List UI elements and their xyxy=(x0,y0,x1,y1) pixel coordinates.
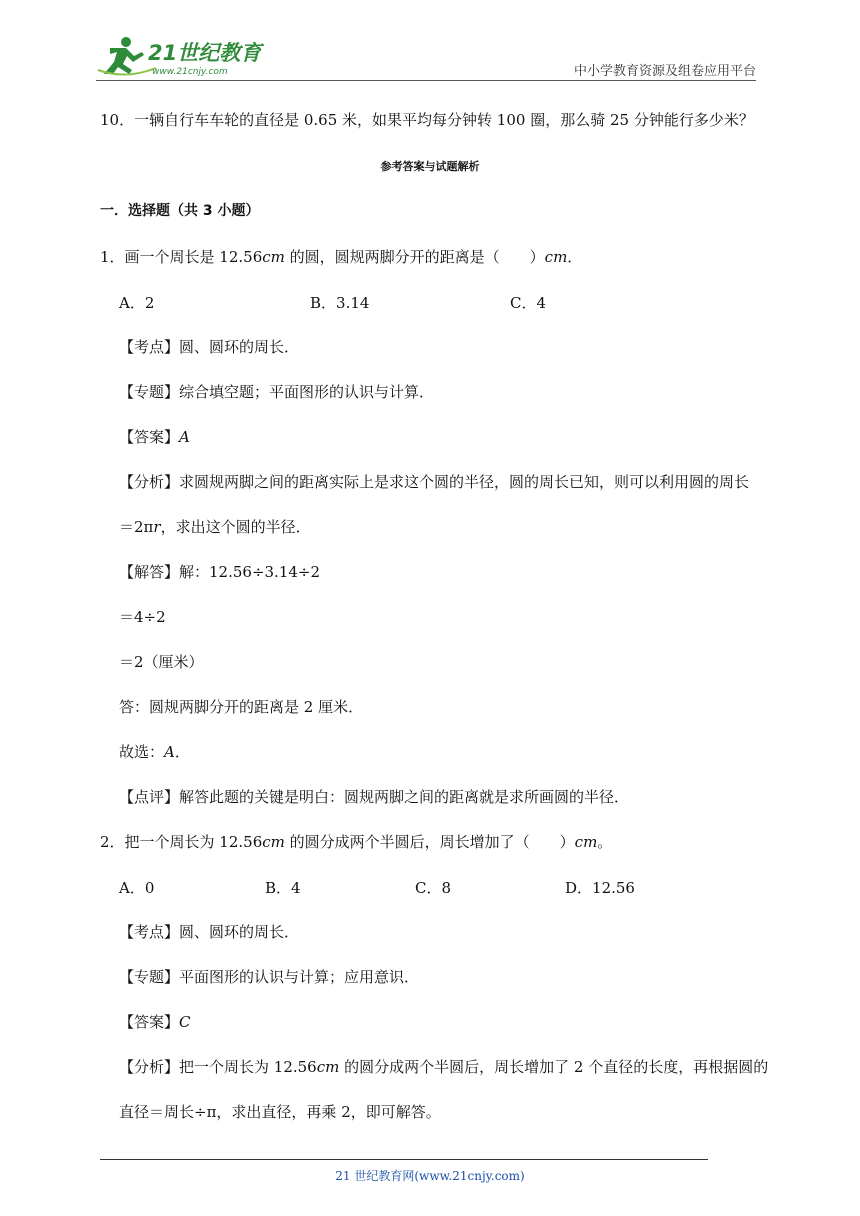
question-10: 10．一辆自行车车轮的直径是 0.65 米，如果平均每分钟转 100 圈，那么骑 25 分钟能行多少米？ xyxy=(100,111,754,129)
q1-comment: 【点评】解答此题的关键是明白：圆规两脚之间的距离就是求所画圆的半径． xyxy=(119,788,630,806)
q2-stem-a: 2．把一个周长为 12.56 xyxy=(100,833,263,851)
q1-stem xyxy=(100,247,582,267)
answer-value: C xyxy=(179,1013,191,1031)
q2-analysis-line2: 直径＝周长÷π，求出直径，再乘 2，即可解答。 xyxy=(119,1103,441,1121)
answer-title: 参考答案与试题解析 xyxy=(380,160,480,173)
q1-solution-3: ＝2（厘米） xyxy=(119,653,204,671)
answer-label: 【答案】 xyxy=(119,428,180,446)
q2-kaodian: 【考点】圆、圆环的周长． xyxy=(119,923,300,941)
q1-kaodian: 【考点】圆、圆环的周长． xyxy=(119,338,300,356)
q1-answer xyxy=(119,427,190,447)
logo-text: 21世纪教育 xyxy=(148,41,262,65)
header-divider xyxy=(96,80,756,81)
site-logo xyxy=(96,34,266,78)
q1-analysis-line1: 【分析】求圆规两脚之间的距离实际上是求这个圆的半径，圆的周长已知，则可以利用圆的周长 xyxy=(119,473,750,491)
q1-option-a: A．2 xyxy=(119,294,155,312)
answer-value: A xyxy=(179,428,190,446)
platform-name: 中小学教育资源及组卷应用平台 xyxy=(573,64,756,79)
q1-solution-4: 答：圆规两脚分开的距离是 2 厘米． xyxy=(119,698,364,716)
q2-zhuanti: 【专题】平面图形的认识与计算；应用意识． xyxy=(119,968,420,986)
unit: cm xyxy=(316,1058,340,1076)
q2-option-a: A．0 xyxy=(119,879,155,897)
choice-label: 故选： xyxy=(119,743,165,761)
unit: cm xyxy=(262,833,285,851)
q2-analysis-line1 xyxy=(119,1057,768,1077)
formula-rest: ，求出这个圆的半径． xyxy=(160,518,311,536)
q1-stem-b: 的圆，圆规两脚分开的距离是（ ） xyxy=(284,248,545,266)
analysis-rest: 的圆分成两个半圆后，周长增加了 2 个直径的长度，再根据圆的 xyxy=(339,1058,769,1076)
q2-option-b: B．4 xyxy=(265,879,301,897)
footer-link[interactable]: 21 世纪教育网(www.21cnjy.com) xyxy=(335,1169,525,1183)
unit: cm xyxy=(574,833,598,851)
q2-option-c: C．8 xyxy=(415,879,452,897)
q1-option-b: B．3.14 xyxy=(310,294,370,312)
runner-logo-icon xyxy=(96,34,266,78)
unit: cm xyxy=(544,248,568,266)
q1-analysis-line2 xyxy=(119,517,311,537)
answer-label: 【答案】 xyxy=(119,1013,180,1031)
punct: ． xyxy=(567,248,583,266)
analysis-part: 【分析】把一个周长为 12.56 xyxy=(119,1058,317,1076)
formula-var: r xyxy=(153,518,161,536)
logo-url: www.21cnjy.com xyxy=(152,67,228,77)
footer-divider xyxy=(100,1159,708,1160)
q1-solution-2: ＝4÷2 xyxy=(119,608,166,626)
q2-option-d: D．12.56 xyxy=(565,879,635,897)
q1-solution-1: 【解答】解：12.56÷3.14÷2 xyxy=(119,563,321,581)
punct: 。 xyxy=(597,833,613,851)
unit: cm xyxy=(262,248,285,266)
q2-stem-b: 的圆分成两个半圆后，周长增加了（ ） xyxy=(284,833,575,851)
q1-stem-a: 1．画一个周长是 12.56 xyxy=(100,248,263,266)
section-heading: 一．选择题（共 3 小题） xyxy=(100,203,260,219)
q1-solution-5 xyxy=(119,742,190,762)
q1-option-c: C．4 xyxy=(510,294,547,312)
q2-answer xyxy=(119,1012,191,1032)
formula-part: ＝2π xyxy=(119,518,154,536)
punct: ． xyxy=(174,743,190,761)
q2-stem xyxy=(100,832,612,852)
choice-value: A xyxy=(164,743,175,761)
q1-zhuanti: 【专题】综合填空题；平面图形的认识与计算． xyxy=(119,383,435,401)
